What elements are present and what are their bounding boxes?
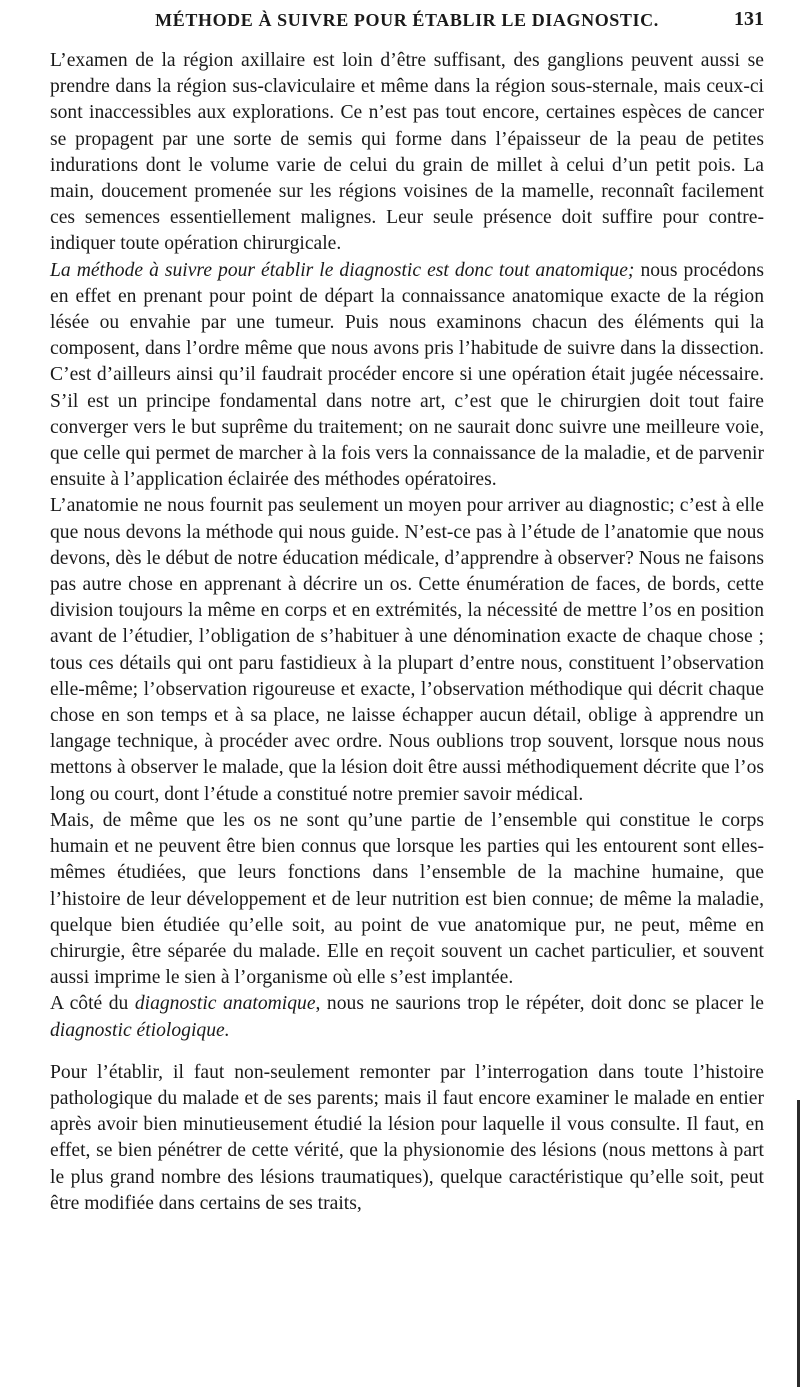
text-run: A côté du: [50, 993, 135, 1015]
paragraph: [50, 1060, 764, 1217]
page-number: 131: [734, 8, 764, 30]
paragraph: [50, 808, 764, 991]
paragraph: [50, 258, 764, 494]
text-body: [50, 48, 764, 1217]
text-run: Mais, de même que les os ne sont qu’une partie de l’ensemble qui constitue le corps humain et ne peuvent être bien connus que lorsque les parties qui les entourent sont elles-mêmes étudiées, que leurs fonctions dans l’ensemble de la machine humaine, que l’histoire de leur développement et de leur nutrition est bien connue; de même la maladie, quelque bien étudiée qu’elle soit, au point de vue anatomique pur, ne peut, même en chirurgie, être séparée du malade. Elle en reçoit souvent un cachet particulier, et souvent aussi imprime le sien à l’organisme où elle s’est implantée.: [50, 809, 764, 989]
italic-text: La méthode à suivre pour établir le diagnostic est donc tout anatomique;: [50, 259, 635, 281]
paragraph: [50, 991, 764, 1043]
italic-text: diagnostic anatomique: [134, 993, 316, 1015]
running-title: MÉTHODE À SUIVRE POUR ÉTABLIR LE DIAGNOSTIC.: [155, 10, 659, 30]
paragraph: [50, 48, 764, 258]
text-run: nous procédons en effet en prenant pour point de départ la connaissance anatomique exacte de la région lésée ou envahie par une tumeur. Puis nous examinons chacun des éléments qui la composent, dans l’ordre même que nous avons pris l’habitude de suivre dans la dissection. C’est d’ailleurs ainsi qu’il faudrait procéder encore si une opération était jugée nécessaire. S’il est un principe fondamental dans notre art, c’est que le chirurgien doit tout faire converger vers le but suprême du traitement; on ne saurait donc suivre une meilleure voie, que celle qui permet de marcher à la fois vers la connaissance de la maladie, et de parvenir ensuite à l’application éclairée des méthodes opératoires.: [50, 259, 764, 491]
text-run: Pour l’établir, il faut non-seulement remonter par l’interrogation dans toute l’histoire pathologique du malade et de ses parents; mais il faut encore examiner le malade en entier après avoir bien minutieusement étudié la lésion pour laquelle il vous consulte. Il faut, en effet, se bien pénétrer de cette vérité, que la physionomie des lésions (nous mettons à part le plus grand nombre des lésions traumatiques), quelque caractéristique qu’elle soit, peut être modifiée dans certains de ses traits,: [50, 1061, 764, 1214]
italic-text: diagnostic étiologique.: [50, 1019, 230, 1041]
running-head: [50, 0, 764, 48]
paragraph: [50, 493, 764, 807]
text-run: L’anatomie ne nous fournit pas seulement un moyen pour arriver au diagnostic; c’est à elle que nous devons la méthode qui nous guide. N’est-ce pas à l’étude de l’anatomie que nous devons, dès le début de notre éducation médicale, d’apprendre à observer? Nous ne faisons pas autre chose en apprenant à décrire un os. Cette énumération de faces, de bords, cette division toujours la même en corps et en extrémités, la nécessité de mettre l’os en position avant de l’étudier, l’obligation de s’habituer à une dénomination exacte de chaque chose ; tous ces détails qui ont paru fastidieux à la plupart d’entre nous, constituent l’observation elle-même; l’observation rigoureuse et exacte, l’observation méthodique qui décrit chaque chose en son temps et à sa place, ne laisse échapper aucun détail, oblige à apprendre un langage technique, à procéder avec ordre. Nous oublions trop souvent, lorsque nous nous mettons à observer le malade, que la lésion doit être aussi méthodiquement décrite que l’os long ou court, dont l’étude a constitué notre premier savoir médical.: [50, 495, 764, 805]
text-run: , nous ne saurions trop le répéter, doit donc se placer le: [315, 993, 764, 1015]
text-run: L’examen de la région axillaire est loin d’être suffisant, des ganglions peuvent aussi se prendre dans la région sus-claviculaire et même dans la région sous-sternale, mais ceux-ci sont inaccessibles aux explorations. Ce n’est pas tout encore, certaines espèces de cancer se propagent par une sorte de semis qui forme dans l’épaisseur de la peau de petites indurations dont le volume varie de celui du grain de millet à celui d’un petit pois. La main, doucement promenée sur les régions voisines de la mamelle, reconnaît facilement ces semences essentiellement malignes. Leur seule présence doit suffire pour contre-indiquer toute opération chirurgicale.: [50, 50, 764, 255]
